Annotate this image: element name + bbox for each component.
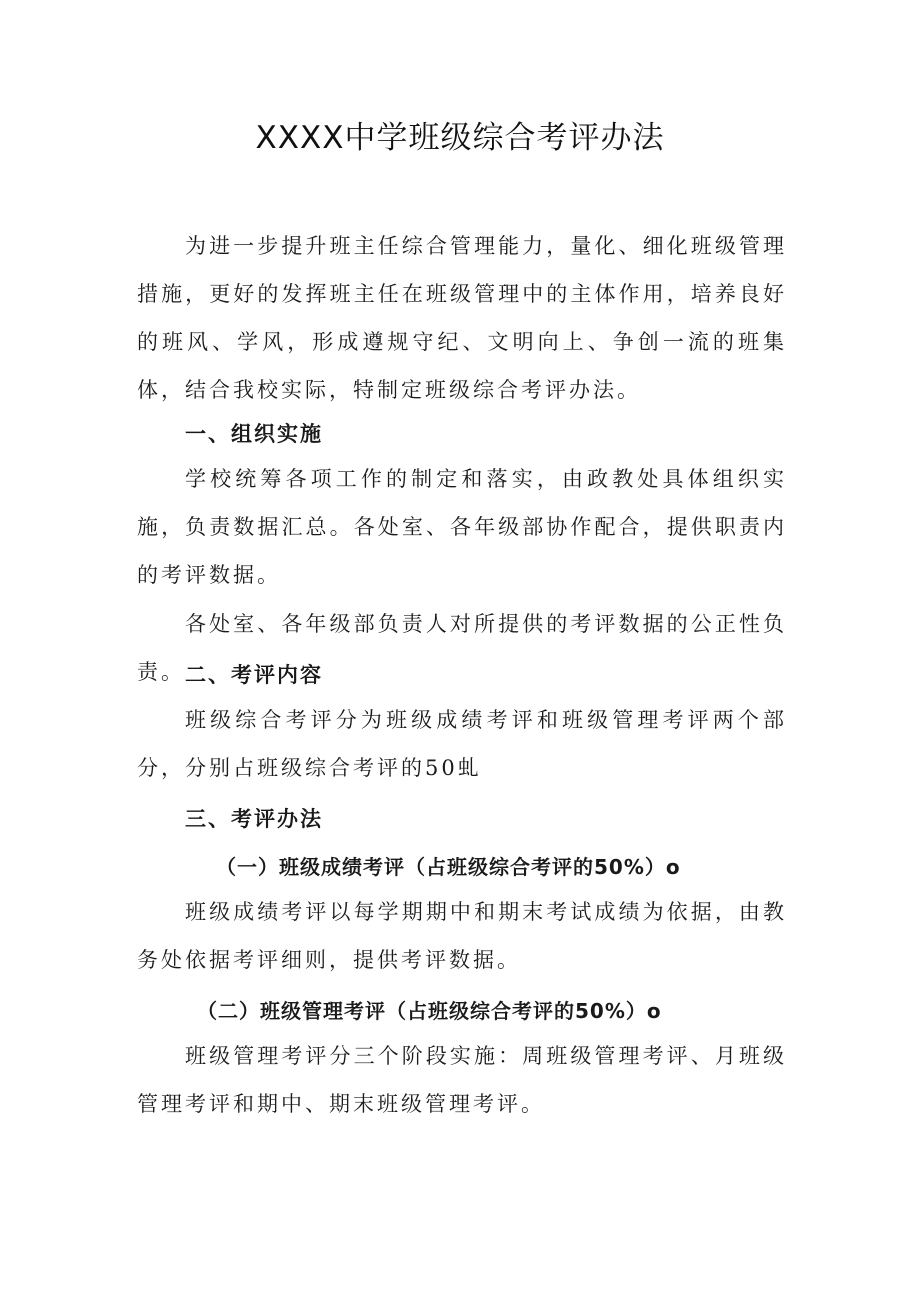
section-heading-method: 三、考评办法 bbox=[185, 807, 323, 831]
content-paragraph: 班级综合考评分为班级成绩考评和班级管理考评两个部分，分别占班级综合考评的50虬 bbox=[137, 708, 787, 780]
organization-paragraph: 学校统筹各项工作的制定和落实，由政教处具体组织实施，负责数据汇总。各处室、各年级部协作配合，提供职责内的考评数据。 bbox=[137, 467, 787, 587]
section-heading-content: 二、考评内容 bbox=[185, 663, 323, 687]
management-paragraph: 班级管理考评分三个阶段实施：周班级管理考评、月班级管理考评和期中、期末班级管理考评。 bbox=[137, 1044, 787, 1116]
intro-paragraph: 为进一步提升班主任综合管理能力，量化、细化班级管理措施，更好的发挥班主任在班级管理中的主体作用，培养良好的班风、学风，形成遵规守纪、文明向上、争创一流的班集体，结合我校实际，特制定班级综合考评办法。 bbox=[137, 234, 787, 402]
responsibility-paragraph: 各处室、各年级部负责人对所提供的考评数据的公正性负责。 bbox=[137, 612, 787, 684]
section-heading-organization: 一、组织实施 bbox=[185, 422, 323, 446]
subsection-heading-grades: （一）班级成绩考评（占班级综合考评的50%）o bbox=[216, 855, 681, 879]
document-title: XXXX中学班级综合考评办法 bbox=[255, 120, 665, 156]
grades-paragraph: 班级成绩考评以每学期期中和期末考试成绩为依据，由教务处依据考评细则，提供考评数据。 bbox=[137, 900, 787, 972]
subsection-heading-management: （二）班级管理考评（占班级综合考评的50%）o bbox=[197, 999, 662, 1023]
